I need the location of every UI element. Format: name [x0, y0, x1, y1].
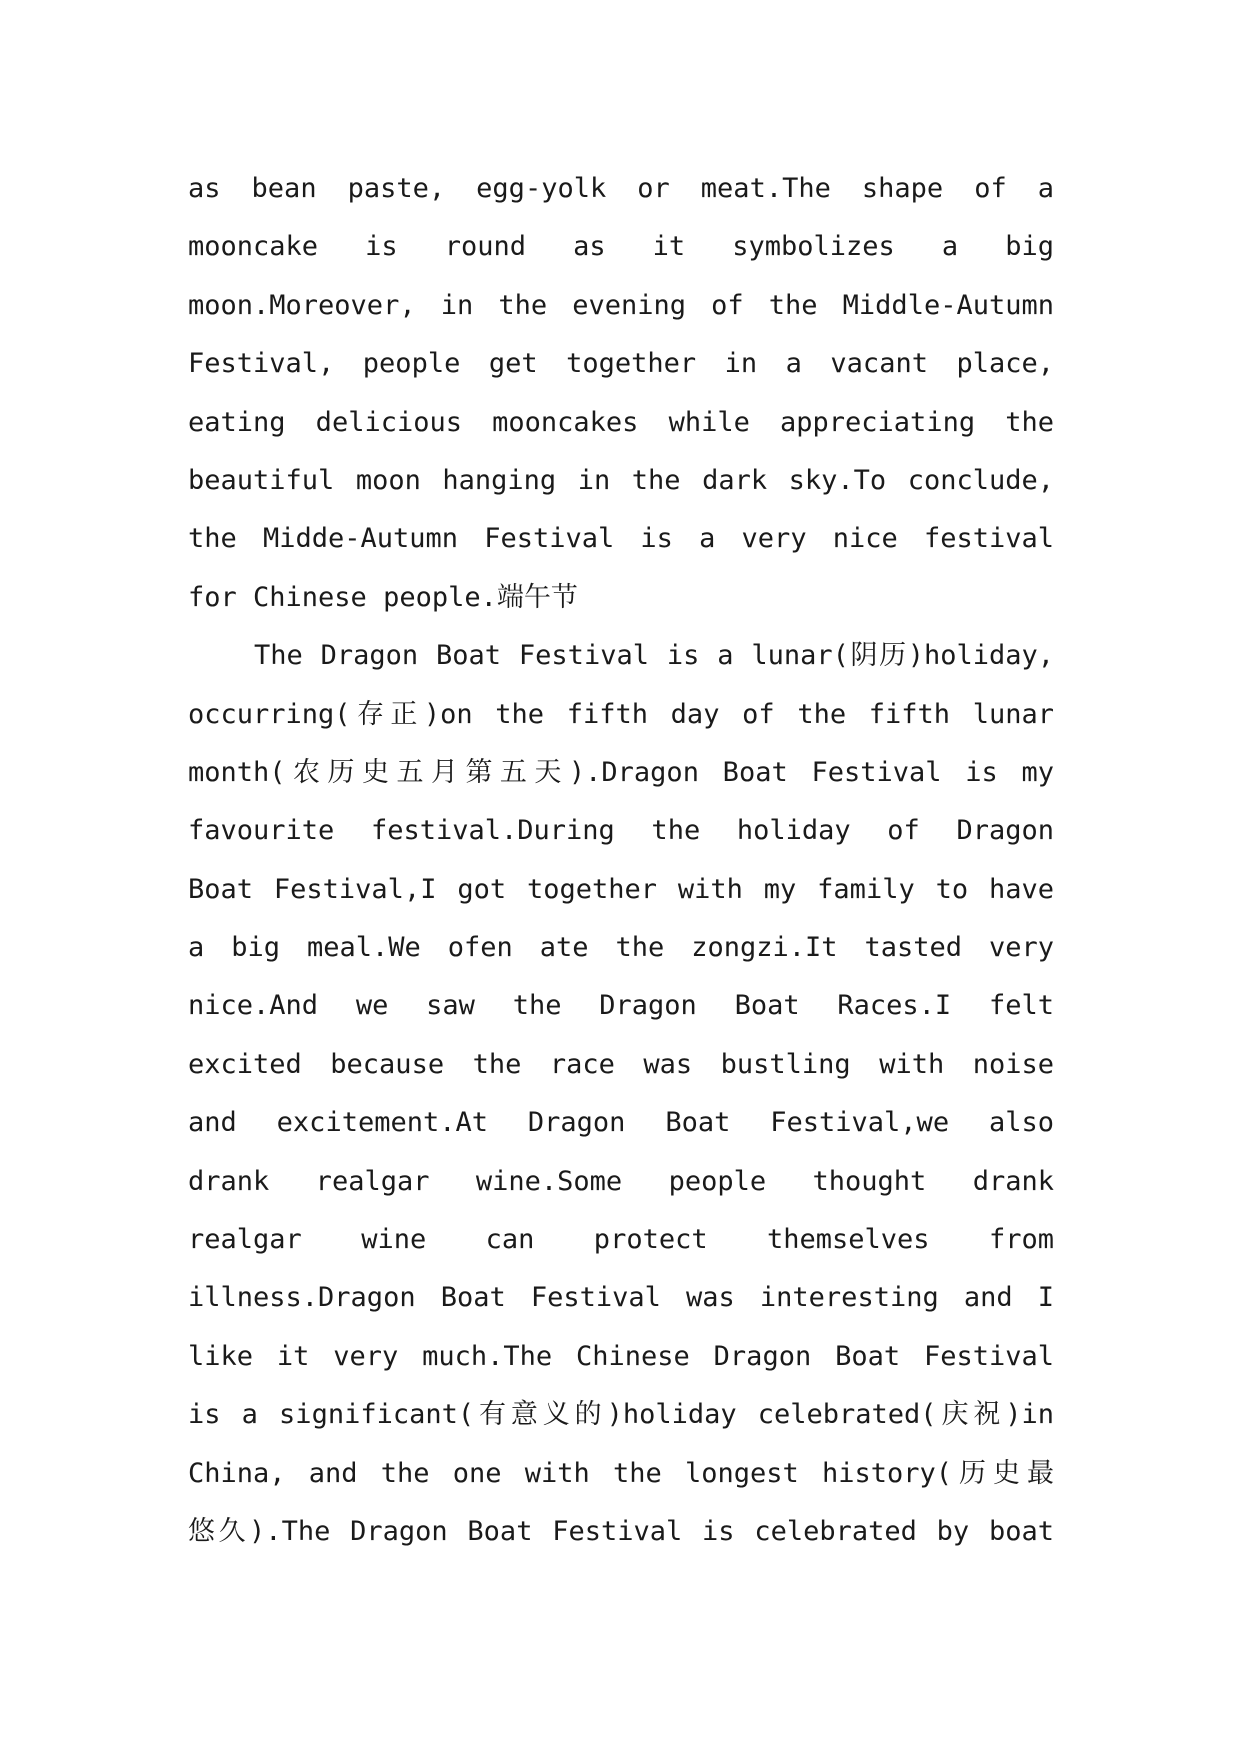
text-line: a big meal.We ofen ate the zongzi.It tasted very — [188, 932, 1054, 964]
text-line: moon.Moreover, in the evening of the Middle-Autumn — [188, 289, 1054, 321]
text-line: realgar wine can protect themselves from — [188, 1224, 1054, 1256]
text-line: as bean paste, egg-yolk or meat.The shape of a — [188, 173, 1054, 204]
text-line: drank realgar wine.Some people thought drank — [188, 1165, 1054, 1197]
text-line: illness.Dragon Boat Festival was interesting and I — [188, 1282, 1054, 1314]
text-line: mooncake is round as it symbolizes a big — [188, 231, 1054, 263]
text-line: nice.And we saw the Dragon Boat Races.I felt — [188, 990, 1054, 1022]
text-line: occurring(存正)on the fifth day of the fifth lunar — [188, 698, 1054, 730]
text-line: the Midde-Autumn Festival is a very nice festival — [188, 523, 1054, 555]
text-line: China, and the one with the longest history(历史最 — [188, 1457, 1054, 1489]
text-line: beautiful moon hanging in the dark sky.To conclude, — [188, 464, 1054, 496]
text-line: eating delicious mooncakes while appreciating the — [188, 406, 1054, 438]
text-line: for Chinese people.端午节 — [188, 581, 578, 613]
text-line: excited because the race was bustling with noise — [188, 1048, 1054, 1080]
body-text — [188, 160, 1054, 1561]
text-line: like it very much.The Chinese Dragon Boat Festival — [188, 1340, 1054, 1372]
text-line: is a significant(有意义的)holiday celebrated(庆祝)in — [188, 1399, 1054, 1431]
text-line: Festival, people get together in a vacant place, — [188, 348, 1054, 380]
text-line: The Dragon Boat Festival is a lunar(阴历)holiday, — [254, 640, 1054, 672]
text-line: month(农历史五月第五天).Dragon Boat Festival is my — [188, 756, 1054, 788]
text-line: Boat Festival,I got together with my family to have — [188, 873, 1054, 905]
text-line: 悠久).The Dragon Boat Festival is celebrated by boat — [188, 1515, 1054, 1547]
text-line: and excitement.At Dragon Boat Festival,we also — [188, 1107, 1054, 1139]
text-line: favourite festival.During the holiday of Dragon — [188, 815, 1054, 847]
